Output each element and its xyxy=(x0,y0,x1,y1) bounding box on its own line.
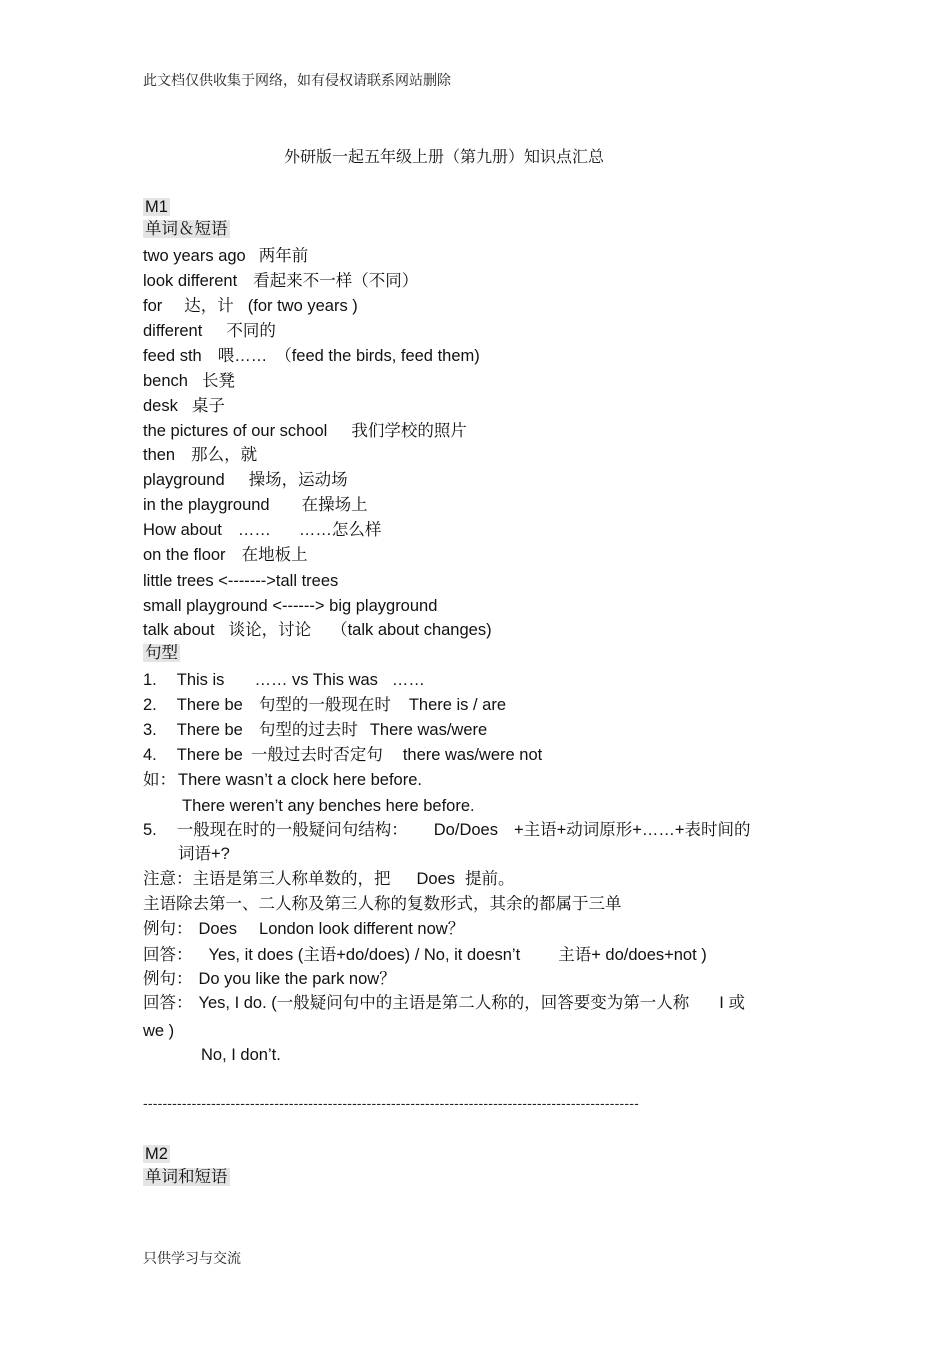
example-answer: No, I don’t. xyxy=(201,1046,281,1064)
vocab-item: little trees <------->tall trees xyxy=(143,572,339,590)
example-answer: 回答： Yes, it does (主语+do/does) / No, it doesn’t 主语+ do/does+not ) xyxy=(143,946,707,964)
sentence-continuation: 词语+? xyxy=(178,845,230,863)
vocab-item: the pictures of our school 我们学校的照片 xyxy=(143,422,467,440)
vocab-item: different 不同的 xyxy=(143,322,276,340)
module-2-vocab-heading: 单词和短语 xyxy=(145,1168,228,1186)
module-1-label: M1 xyxy=(145,198,168,216)
module-1-vocab-heading: 单词＆短语 xyxy=(145,220,228,238)
note-line: 注意：主语是第三人称单数的，把 Does 提前。 xyxy=(143,870,515,888)
vocab-item: desk 桌子 xyxy=(143,397,225,415)
module-2-label: M2 xyxy=(145,1145,168,1163)
note-line: 主语除去第一、二人称及第三人称的复数形式，其余的都属于三单 xyxy=(143,895,622,913)
section-divider: ------------------------------------------------------------------------------------------------------ xyxy=(143,1095,639,1111)
sentence-item: 2. There be 句型的一般现在时 There is / are xyxy=(143,696,507,714)
example-sentence: 如： There wasn’t a clock here before. xyxy=(143,771,422,789)
vocab-item: then 那么，就 xyxy=(143,446,258,464)
vocab-item: How about …… ……怎么样 xyxy=(143,521,382,539)
vocab-item: on the floor 在地板上 xyxy=(143,546,308,564)
vocab-item: playground 操场，运动场 xyxy=(143,471,348,489)
example-sentence: There weren’t any benches here before. xyxy=(182,797,475,815)
sentence-item: 3. There be 句型的过去时 There was/were xyxy=(143,721,488,739)
vocab-item: in the playground 在操场上 xyxy=(143,496,368,514)
vocab-item: for 达，计 (for two years ) xyxy=(143,297,358,315)
example-answer: 回答： Yes, I do. (一般疑问句中的主语是第二人称的，回答要变为第一人称 I 或 xyxy=(143,994,745,1012)
sentence-item: 1. This is …… vs This was …… xyxy=(143,671,425,689)
footer-note: 只供学习与交流 xyxy=(143,1251,241,1267)
example-question: 例句： Does London look different now？ xyxy=(143,920,465,938)
vocab-item: bench 长凳 xyxy=(143,372,235,390)
page-title: 外研版一起五年级上册（第九册）知识点汇总 xyxy=(284,147,605,166)
vocab-item: two years ago 两年前 xyxy=(143,247,309,265)
vocab-item: feed sth 喂…… （feed the birds, feed them) xyxy=(143,347,480,365)
vocab-item: talk about 谈论，讨论 （talk about changes) xyxy=(143,621,492,639)
example-answer-continuation: we ) xyxy=(143,1022,175,1040)
sentence-heading: 句型 xyxy=(145,644,178,662)
sentence-item: 5. 一般现在时的一般疑问句结构： Do/Does +主语+动词原形+……+表时间的 xyxy=(143,821,751,839)
sentence-item: 4. There be 一般过去时否定句 there was/were not xyxy=(143,746,543,764)
example-question: 例句： Do you like the park now？ xyxy=(143,970,396,988)
vocab-item: look different 看起来不一样（不同） xyxy=(143,272,419,290)
vocab-item: small playground <------> big playground xyxy=(143,597,438,615)
header-note: 此文档仅供收集于网络，如有侵权请联系网站删除 xyxy=(143,73,451,89)
